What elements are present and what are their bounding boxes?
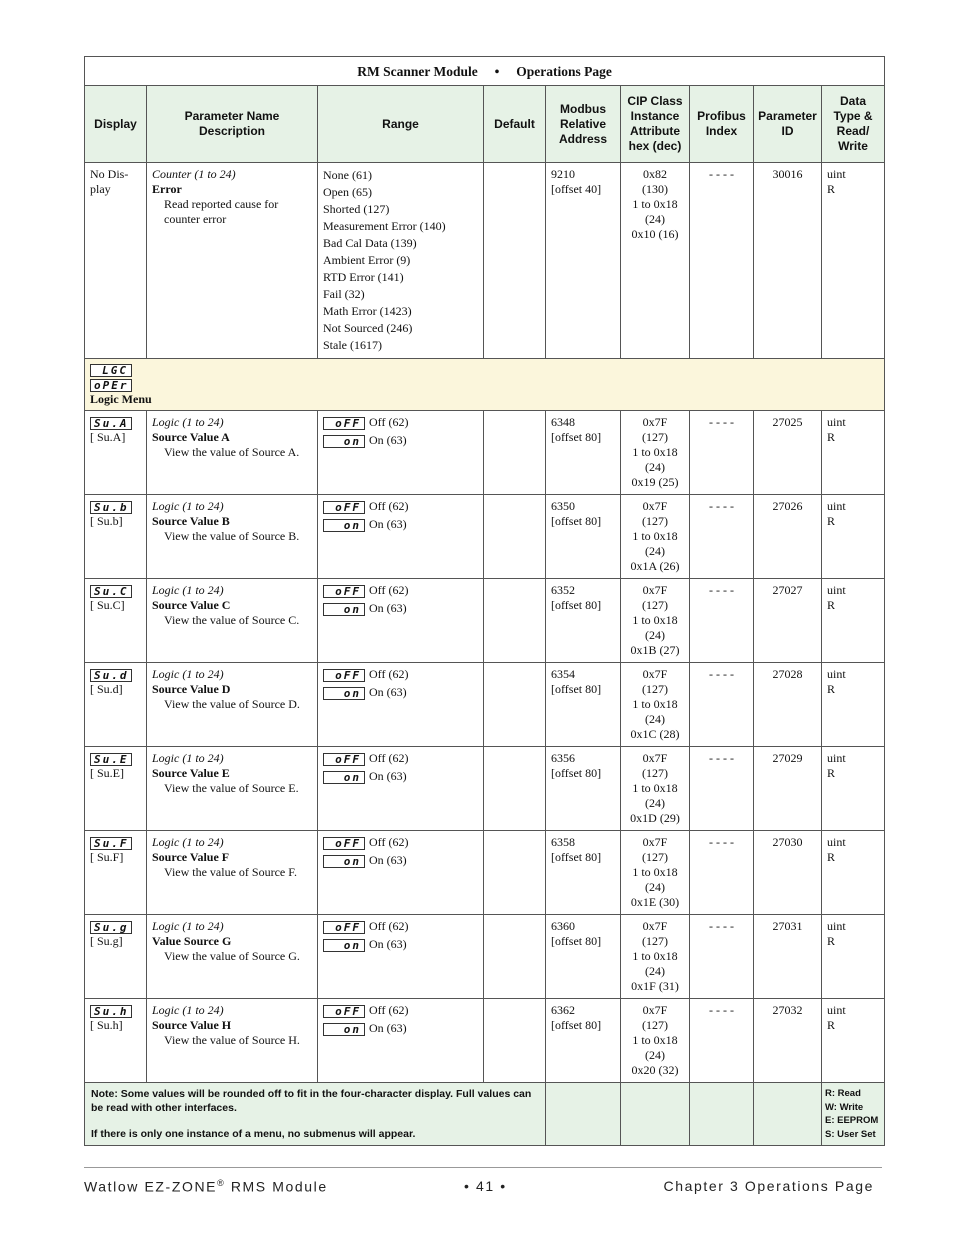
range-cell: oFF Off (62) on On (63) bbox=[318, 579, 484, 663]
lcd-off: oFF bbox=[323, 753, 365, 766]
display-code: [ Su.E] bbox=[90, 766, 124, 780]
param-id-cell: 27027 bbox=[754, 579, 822, 663]
default-cell bbox=[484, 747, 546, 831]
default-cell bbox=[484, 663, 546, 747]
note-empty-cell bbox=[621, 1083, 690, 1146]
param-id-cell: 27032 bbox=[754, 999, 822, 1083]
parameter-cell: Logic (1 to 24) Source Value F View the value of Source F. bbox=[147, 831, 318, 915]
lcd-on: on bbox=[323, 519, 365, 532]
display-code: [ Su.F] bbox=[90, 850, 124, 864]
modbus-cell: 6360 [offset 80] bbox=[546, 915, 621, 999]
display-code: [ Su.d] bbox=[90, 682, 123, 696]
range-cell: oFF Off (62) on On (63) bbox=[318, 411, 484, 495]
data-type-cell: uint R bbox=[822, 747, 885, 831]
note-cell: Note: Some values will be rounded off to fit in the four-character display. Full values can be read with other interfaces. If there is only one instance of a menu, no submenus will appear. bbox=[85, 1083, 546, 1146]
param-id-cell: 27026 bbox=[754, 495, 822, 579]
lcd-on: on bbox=[323, 687, 365, 700]
legend-cell: R: Read W: Write E: EEPROM S: User Set bbox=[822, 1083, 885, 1146]
profibus-cell: - - - - bbox=[690, 579, 754, 663]
parameter-cell: Logic (1 to 24) Source Value E View the value of Source E. bbox=[147, 747, 318, 831]
default-cell bbox=[484, 163, 546, 359]
lcd-off: oFF bbox=[323, 1005, 365, 1018]
param-id-cell: 27030 bbox=[754, 831, 822, 915]
cip-cell: 0x7F (127) 1 to 0x18 (24) 0x1E (30) bbox=[621, 831, 690, 915]
data-type-cell: uint R bbox=[822, 495, 885, 579]
default-cell bbox=[484, 831, 546, 915]
lcd-display: Su.F bbox=[90, 837, 132, 850]
header-cip: CIP Class Instance Attribute hex (dec) bbox=[621, 86, 690, 163]
lcd-on: on bbox=[323, 603, 365, 616]
display-cell: No Dis- play bbox=[85, 163, 147, 359]
modbus-cell: 6356 [offset 80] bbox=[546, 747, 621, 831]
cip-cell: 0x82 (130) 1 to 0x18 (24) 0x10 (16) bbox=[621, 163, 690, 359]
param-id-cell: 27025 bbox=[754, 411, 822, 495]
table-row bbox=[85, 915, 885, 999]
lcd-display: Su.g bbox=[90, 921, 132, 934]
modbus-cell: 6348 [offset 80] bbox=[546, 411, 621, 495]
default-cell bbox=[484, 579, 546, 663]
table-row bbox=[85, 747, 885, 831]
range-cell: oFF Off (62) on On (63) bbox=[318, 663, 484, 747]
lcd-display: Su.b bbox=[90, 501, 132, 514]
lcd-display: Su.A bbox=[90, 417, 132, 430]
display-code: [ Su.h] bbox=[90, 1018, 123, 1032]
modbus-cell: 6362 [offset 80] bbox=[546, 999, 621, 1083]
table-row bbox=[85, 163, 885, 359]
lcd-on: on bbox=[323, 435, 365, 448]
cip-cell: 0x7F (127) 1 to 0x18 (24) 0x1C (28) bbox=[621, 663, 690, 747]
modbus-cell: 6352 [offset 80] bbox=[546, 579, 621, 663]
footer-page-number: • 41 • bbox=[464, 1178, 507, 1194]
profibus-cell: - - - - bbox=[690, 747, 754, 831]
modbus-cell: 9210 [offset 40] bbox=[546, 163, 621, 359]
range-cell: oFF Off (62) on On (63) bbox=[318, 831, 484, 915]
parameter-cell: Logic (1 to 24) Source Value H View the value of Source H. bbox=[147, 999, 318, 1083]
default-cell bbox=[484, 495, 546, 579]
range-cell: oFF Off (62) on On (63) bbox=[318, 495, 484, 579]
cip-cell: 0x7F (127) 1 to 0x18 (24) 0x1A (26) bbox=[621, 495, 690, 579]
parameter-cell: Logic (1 to 24) Source Value B View the value of Source B. bbox=[147, 495, 318, 579]
modbus-cell: 6354 [offset 80] bbox=[546, 663, 621, 747]
parameter-cell: Logic (1 to 24) Source Value C View the value of Source C. bbox=[147, 579, 318, 663]
profibus-cell: - - - - bbox=[690, 663, 754, 747]
display-cell bbox=[85, 579, 147, 663]
range-cell: oFF Off (62) on On (63) bbox=[318, 999, 484, 1083]
cip-cell: 0x7F (127) 1 to 0x18 (24) 0x19 (25) bbox=[621, 411, 690, 495]
modbus-cell: 6350 [offset 80] bbox=[546, 495, 621, 579]
data-type-cell: uint R bbox=[822, 915, 885, 999]
default-cell bbox=[484, 915, 546, 999]
data-type-cell: uint R bbox=[822, 663, 885, 747]
table-title: RM Scanner Module • Operations Page bbox=[85, 57, 885, 86]
lcd-off: oFF bbox=[323, 837, 365, 850]
note-empty-cell bbox=[690, 1083, 754, 1146]
parameter-cell: Logic (1 to 24) Source Value A View the value of Source A. bbox=[147, 411, 318, 495]
header-data-type: Data Type & Read/ Write bbox=[822, 86, 885, 163]
parameter-cell: Counter (1 to 24) Error Read reported cause for counter error bbox=[147, 163, 318, 359]
cip-cell: 0x7F (127) 1 to 0x18 (24) 0x1F (31) bbox=[621, 915, 690, 999]
display-code: [ Su.b] bbox=[90, 514, 123, 528]
range-cell: oFF Off (62) on On (63) bbox=[318, 915, 484, 999]
display-cell bbox=[85, 663, 147, 747]
note-empty-cell bbox=[754, 1083, 822, 1146]
footer-product: Watlow EZ-ZONE® RMS Module bbox=[84, 1178, 328, 1195]
lcd-off: oFF bbox=[323, 921, 365, 934]
table-row bbox=[85, 579, 885, 663]
cip-cell: 0x7F (127) 1 to 0x18 (24) 0x20 (32) bbox=[621, 999, 690, 1083]
profibus-cell: - - - - bbox=[690, 163, 754, 359]
display-cell bbox=[85, 999, 147, 1083]
range-cell: oFF Off (62) on On (63) bbox=[318, 747, 484, 831]
display-cell bbox=[85, 747, 147, 831]
lcd-off: oFF bbox=[323, 417, 365, 430]
table-row bbox=[85, 495, 885, 579]
footer-chapter: Chapter 3 Operations Page bbox=[663, 1178, 874, 1194]
param-id-cell: 27029 bbox=[754, 747, 822, 831]
display-cell bbox=[85, 831, 147, 915]
lcd-off: oFF bbox=[323, 585, 365, 598]
table-row bbox=[85, 663, 885, 747]
lcd-on: on bbox=[323, 939, 365, 952]
parameter-cell: Logic (1 to 24) Value Source G View the value of Source G. bbox=[147, 915, 318, 999]
default-cell bbox=[484, 411, 546, 495]
display-cell bbox=[85, 411, 147, 495]
logic-menu-row bbox=[85, 359, 885, 411]
display-code: [ Su.g] bbox=[90, 934, 123, 948]
param-id-cell: 27031 bbox=[754, 915, 822, 999]
profibus-cell: - - - - bbox=[690, 411, 754, 495]
header-display: Display bbox=[85, 86, 147, 163]
lcd-on: on bbox=[323, 771, 365, 784]
cip-cell: 0x7F (127) 1 to 0x18 (24) 0x1B (27) bbox=[621, 579, 690, 663]
header-profibus: Profibus Index bbox=[690, 86, 754, 163]
table-title-row bbox=[85, 57, 885, 86]
lcd-display: Su.d bbox=[90, 669, 132, 682]
header-param-id: Parameter ID bbox=[754, 86, 822, 163]
modbus-cell: 6358 [offset 80] bbox=[546, 831, 621, 915]
lcd-off: oFF bbox=[323, 669, 365, 682]
table-row bbox=[85, 831, 885, 915]
lcd-display-top: LGC bbox=[90, 364, 132, 377]
lcd-display-bottom: oPEr bbox=[90, 379, 132, 392]
header-modbus: Modbus Relative Address bbox=[546, 86, 621, 163]
display-code: [ Su.A] bbox=[90, 430, 126, 444]
lcd-display: Su.h bbox=[90, 1005, 132, 1018]
data-type-cell: uint R bbox=[822, 163, 885, 359]
display-cell bbox=[85, 495, 147, 579]
profibus-cell: - - - - bbox=[690, 831, 754, 915]
display-cell bbox=[85, 915, 147, 999]
column-header-row bbox=[85, 86, 885, 163]
page-footer bbox=[84, 1167, 882, 1195]
cip-cell: 0x7F (127) 1 to 0x18 (24) 0x1D (29) bbox=[621, 747, 690, 831]
profibus-cell: - - - - bbox=[690, 495, 754, 579]
param-id-cell: 30016 bbox=[754, 163, 822, 359]
logic-menu-label: Logic Menu bbox=[90, 392, 152, 406]
header-range: Range bbox=[318, 86, 484, 163]
data-type-cell: uint R bbox=[822, 411, 885, 495]
default-cell bbox=[484, 999, 546, 1083]
lcd-off: oFF bbox=[323, 501, 365, 514]
profibus-cell: - - - - bbox=[690, 999, 754, 1083]
header-parameter: Parameter Name Description bbox=[147, 86, 318, 163]
range-cell: None (61) Open (65) Shorted (127) Measurement Error (140) Bad Cal Data (139) Ambient Error (9) RTD Error (141) Fail (32) Math Error (1423) Not Sourced (246) Stale (1617) bbox=[318, 163, 484, 359]
operations-table bbox=[84, 56, 885, 1146]
logic-menu-cell bbox=[85, 359, 885, 411]
lcd-on: on bbox=[323, 1023, 365, 1036]
data-type-cell: uint R bbox=[822, 579, 885, 663]
lcd-display: Su.C bbox=[90, 585, 132, 598]
parameter-cell: Logic (1 to 24) Source Value D View the value of Source D. bbox=[147, 663, 318, 747]
display-code: [ Su.C] bbox=[90, 598, 125, 612]
note-empty-cell bbox=[546, 1083, 621, 1146]
param-id-cell: 27028 bbox=[754, 663, 822, 747]
table-row bbox=[85, 411, 885, 495]
header-default: Default bbox=[484, 86, 546, 163]
data-type-cell: uint R bbox=[822, 831, 885, 915]
logic-rows bbox=[85, 411, 885, 1083]
data-type-cell: uint R bbox=[822, 999, 885, 1083]
lcd-on: on bbox=[323, 855, 365, 868]
lcd-display: Su.E bbox=[90, 753, 132, 766]
table-row bbox=[85, 999, 885, 1083]
profibus-cell: - - - - bbox=[690, 915, 754, 999]
note-row bbox=[85, 1083, 885, 1146]
